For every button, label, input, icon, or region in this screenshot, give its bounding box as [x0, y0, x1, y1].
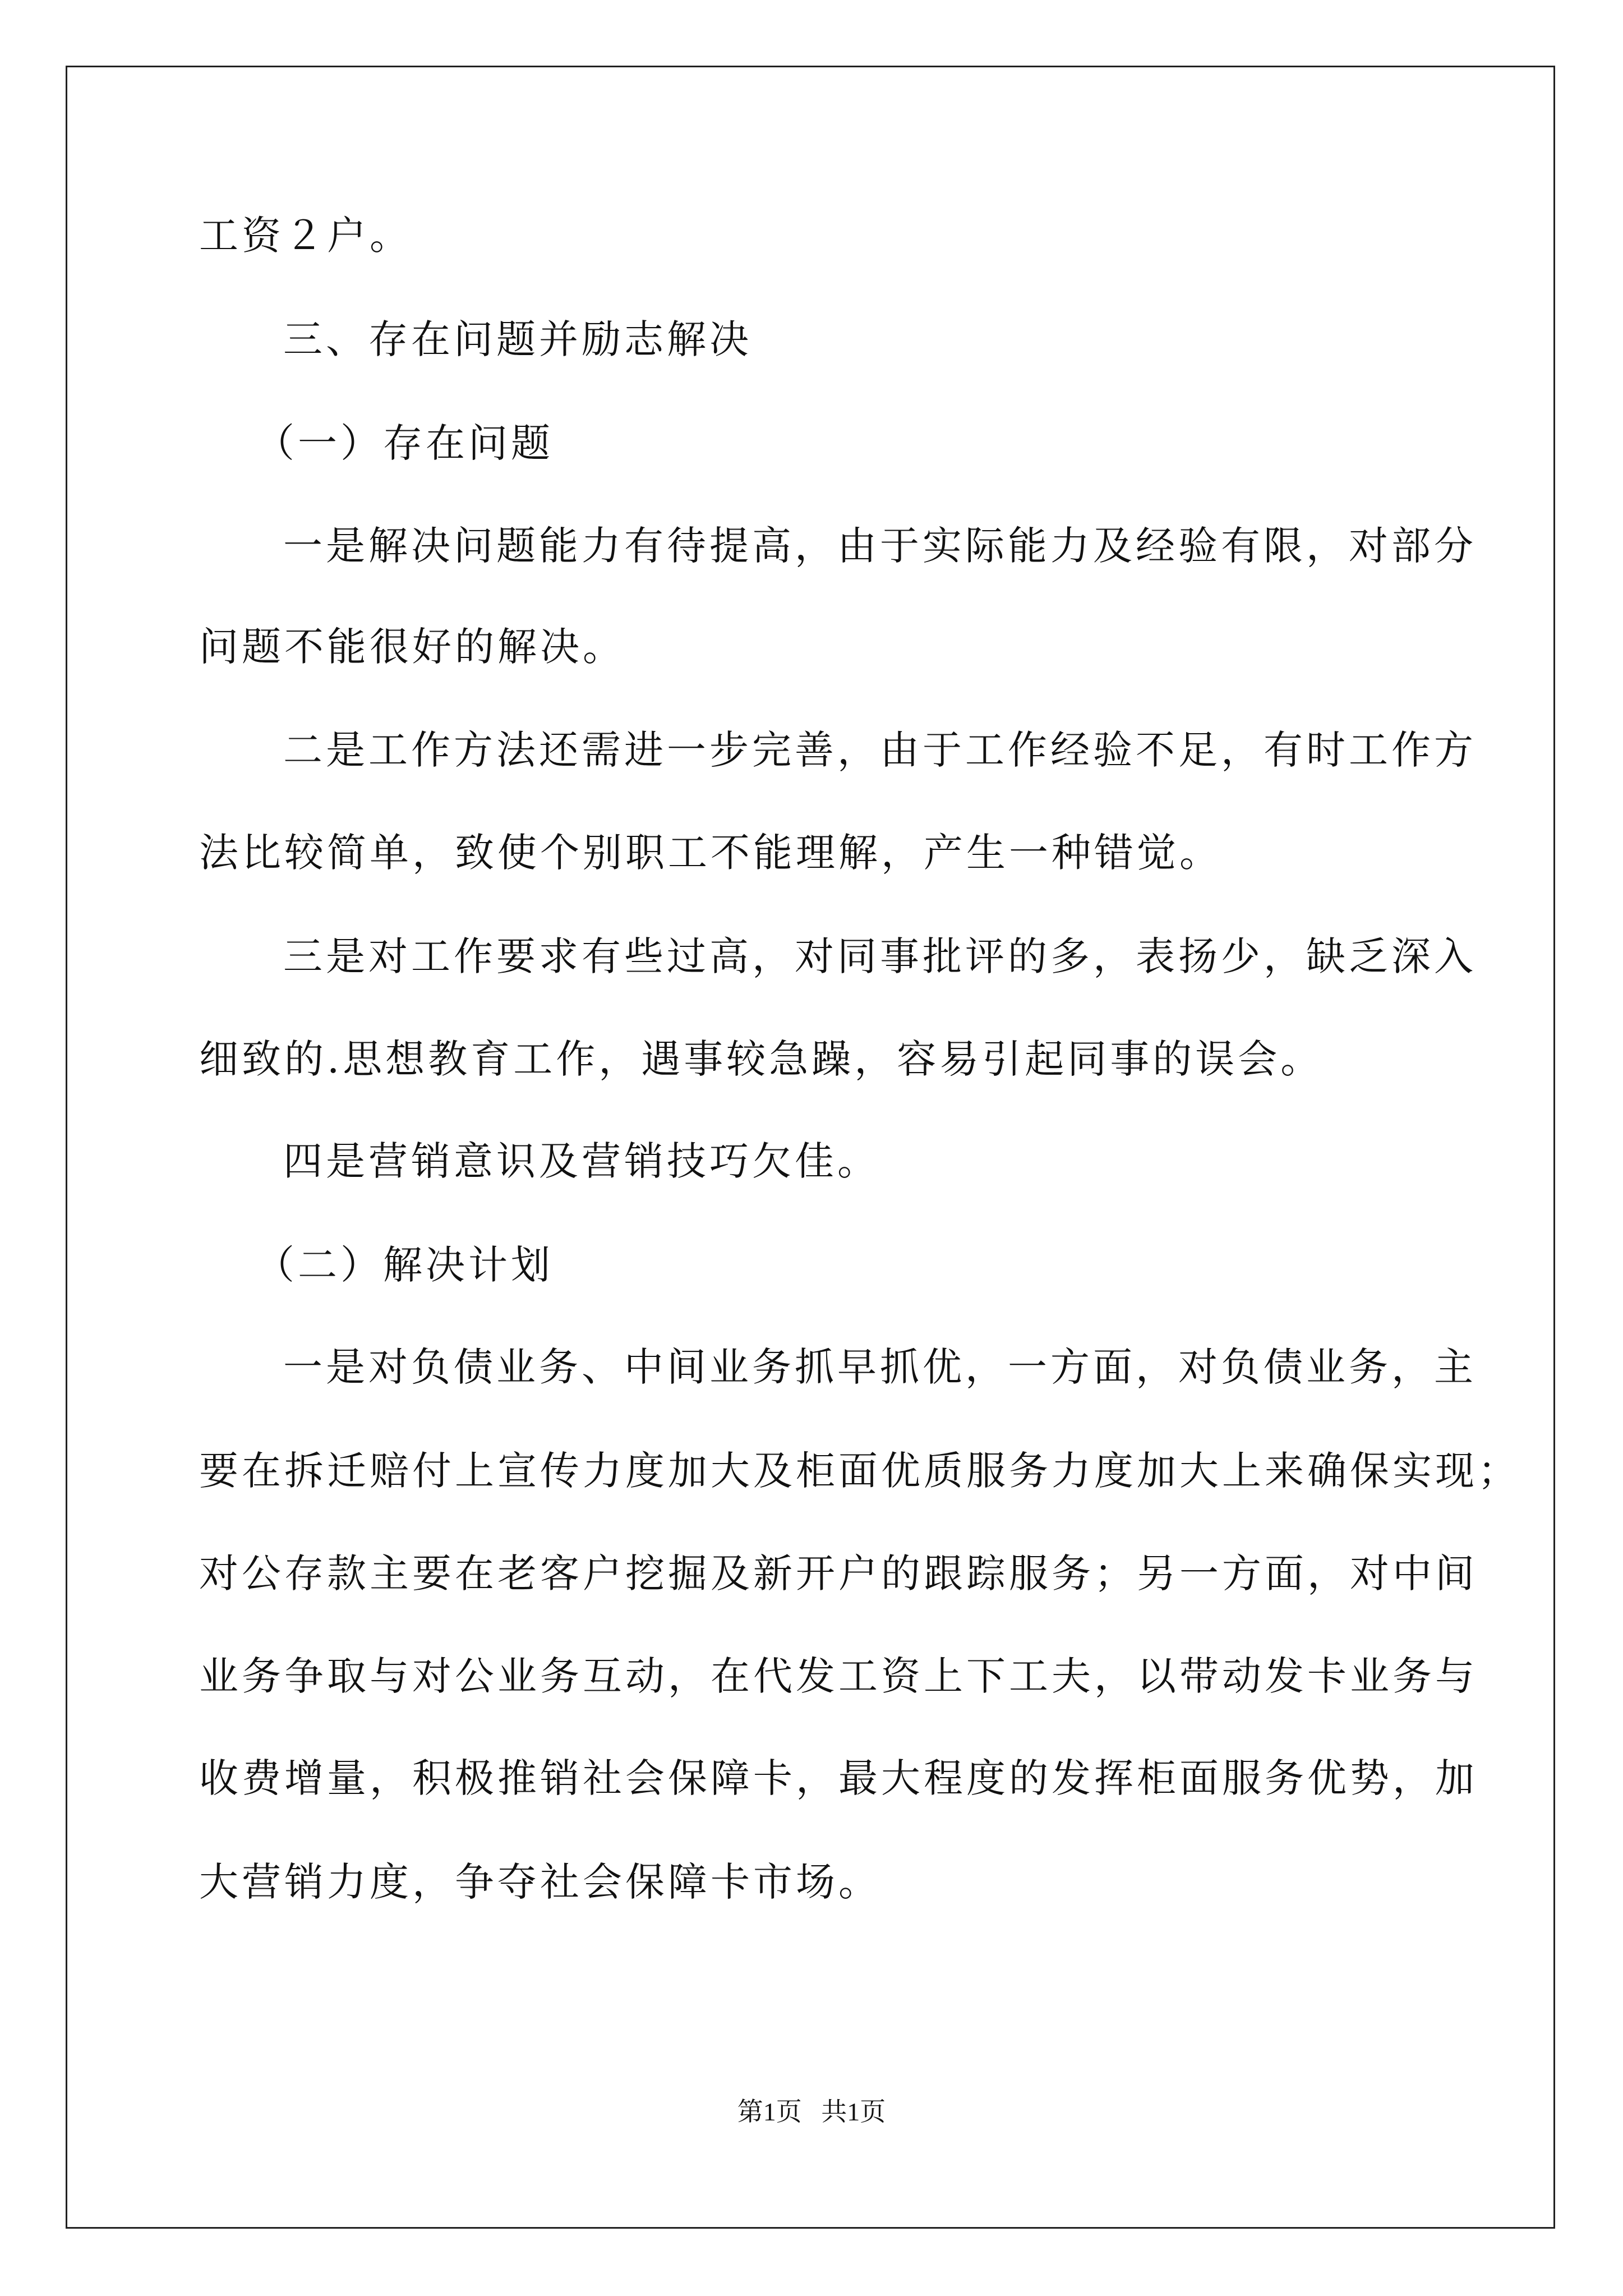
paragraph-line: 大营销力度，争夺社会保障卡市场。 [199, 1859, 881, 1905]
section-heading: 三、存在问题并励志解决 [283, 316, 752, 362]
paragraph-line: 细致的.思想教育工作，遇事较急躁，容易引起同事的误会。 [199, 1036, 1324, 1082]
paragraph-line: 三是对工作要求有些过高，对同事批评的多，表扬少，缺乏深入 [283, 933, 1477, 979]
paragraph-line: 业务争取与对公业务互动，在代发工资上下工夫，以带动发卡业务与 [199, 1653, 1478, 1699]
paragraph-line: 一是对负债业务、中间业务抓早抓优，一方面，对负债业务，主 [283, 1344, 1477, 1390]
paragraph-line: 问题不能很好的解决。 [199, 624, 625, 670]
subsection-heading: （一）存在问题 [255, 420, 554, 466]
paragraph-line: 对公存款主要在老客户挖掘及新开户的跟踪服务；另一方面，对中间 [199, 1550, 1478, 1596]
subsection-heading: （二）解决计划 [255, 1242, 554, 1288]
paragraph-line: 收费增量，积极推销社会保障卡，最大程度的发挥柜面服务优势，加 [199, 1755, 1478, 1801]
paragraph-line: 四是营销意识及营销技巧欠佳。 [283, 1138, 880, 1184]
paragraph-line: 要在拆迁赔付上宣传力度加大及柜面优质服务力度加大上来确保实现； [199, 1448, 1520, 1494]
paragraph-line: 一是解决问题能力有待提高，由于实际能力及经验有限，对部分 [283, 523, 1477, 569]
paragraph-line: 工资２户。 [199, 213, 412, 259]
paragraph-line: 二是工作方法还需进一步完善，由于工作经验不足，有时工作方 [283, 727, 1477, 773]
page-number-footer: 第1页 共1页 [737, 2097, 886, 2126]
paragraph-line: 法比较简单，致使个别职工不能理解，产生一种错觉。 [199, 830, 1222, 876]
